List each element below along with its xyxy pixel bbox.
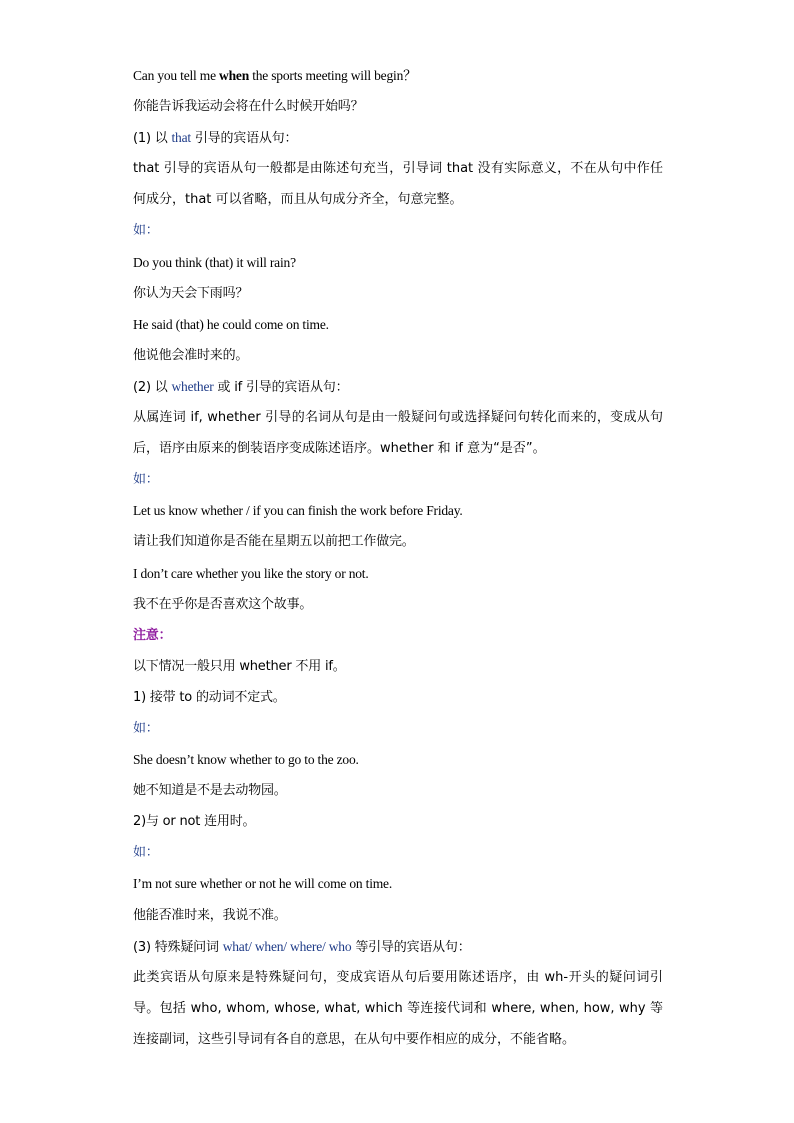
explanation-paragraph: that 引导的宾语从句一般都是由陈述句充当，引导词 that 没有实际意义，不在从句中作任何成分，that 可以省略，而且从句成分齐全，句意完整。 xyxy=(133,161,663,208)
translation-line: 请让我们知道你是否能在星期五以前把工作做完。 xyxy=(133,534,415,550)
example-label: 如： xyxy=(133,720,159,736)
translation-line: 你认为天会下雨吗？ xyxy=(133,285,249,301)
text-segment: 等引导的宾语从句： xyxy=(351,939,471,955)
section-heading-3 xyxy=(133,931,663,962)
note-text: 以下情况一般只用 whether 不用 if。 xyxy=(133,658,346,674)
section-heading-2 xyxy=(133,371,663,402)
text-segment: 引导的宾语从句： xyxy=(190,131,298,147)
example-label: 如： xyxy=(133,223,159,239)
highlight-keyword: what/ when/ where/ who xyxy=(222,938,352,954)
text-segment: 或 if 引导的宾语从句： xyxy=(213,379,349,395)
text-segment: (1) 以 xyxy=(133,131,172,147)
document-body xyxy=(133,60,663,1055)
rule-item-2: 2)与 or not 连用时。 xyxy=(133,814,256,830)
example-sentence: He said (that) he could come on time. xyxy=(133,316,329,332)
explanation-paragraph: 从属连词 if, whether 引导的名词从句是由一般疑问句或选择疑问句转化而来的，变成从句后，语序由原来的倒装语序变成陈述语序。whether 和 if 意为“是否”。 xyxy=(133,410,663,457)
text-segment: Can you tell me xyxy=(133,68,220,83)
translation-line: 他能否准时来，我说不准。 xyxy=(133,907,287,923)
example-sentence xyxy=(133,60,663,91)
highlight-keyword: that xyxy=(171,130,191,146)
text-segment: (2) 以 xyxy=(133,379,172,395)
example-label: 如： xyxy=(133,472,159,488)
example-sentence: Let us know whether / if you can finish the work before Friday. xyxy=(133,503,463,519)
text-segment: the sports meeting will begin？ xyxy=(249,68,417,83)
translation-line: 你能告诉我运动会将在什么时候开始吗？ xyxy=(133,99,364,115)
bold-keyword: when xyxy=(219,68,250,83)
example-sentence: She doesn’t know whether to go to the zoo. xyxy=(133,752,359,768)
example-sentence: I don’t care whether you like the story or not. xyxy=(133,565,369,581)
section-heading-1 xyxy=(133,122,663,153)
example-sentence: I’m not sure whether or not he will come on time. xyxy=(133,876,393,892)
example-label: 如： xyxy=(133,845,159,861)
example-sentence: Do you think (that) it will rain? xyxy=(133,254,296,270)
translation-line: 他说他会准时来的。 xyxy=(133,347,249,363)
note-label: 注意： xyxy=(133,627,172,643)
highlight-keyword: whether xyxy=(171,378,214,394)
rule-item-1: 1) 接带 to 的动词不定式。 xyxy=(133,689,286,705)
explanation-paragraph: 此类宾语从句原来是特殊疑问句，变成宾语从句后要用陈述语序，由 wh-开头的疑问词引导。包括 who, whom, whose, what, which 等连接代词和 where, when, how, why 等连接副词，这些引导词有各自的意思，在从句中要作相应的成分，不能省略。 xyxy=(133,969,663,1047)
translation-line: 她不知道是不是去动物园。 xyxy=(133,783,287,799)
translation-line: 我不在乎你是否喜欢这个故事。 xyxy=(133,596,313,612)
text-segment: (3) 特殊疑问词 xyxy=(133,939,223,955)
